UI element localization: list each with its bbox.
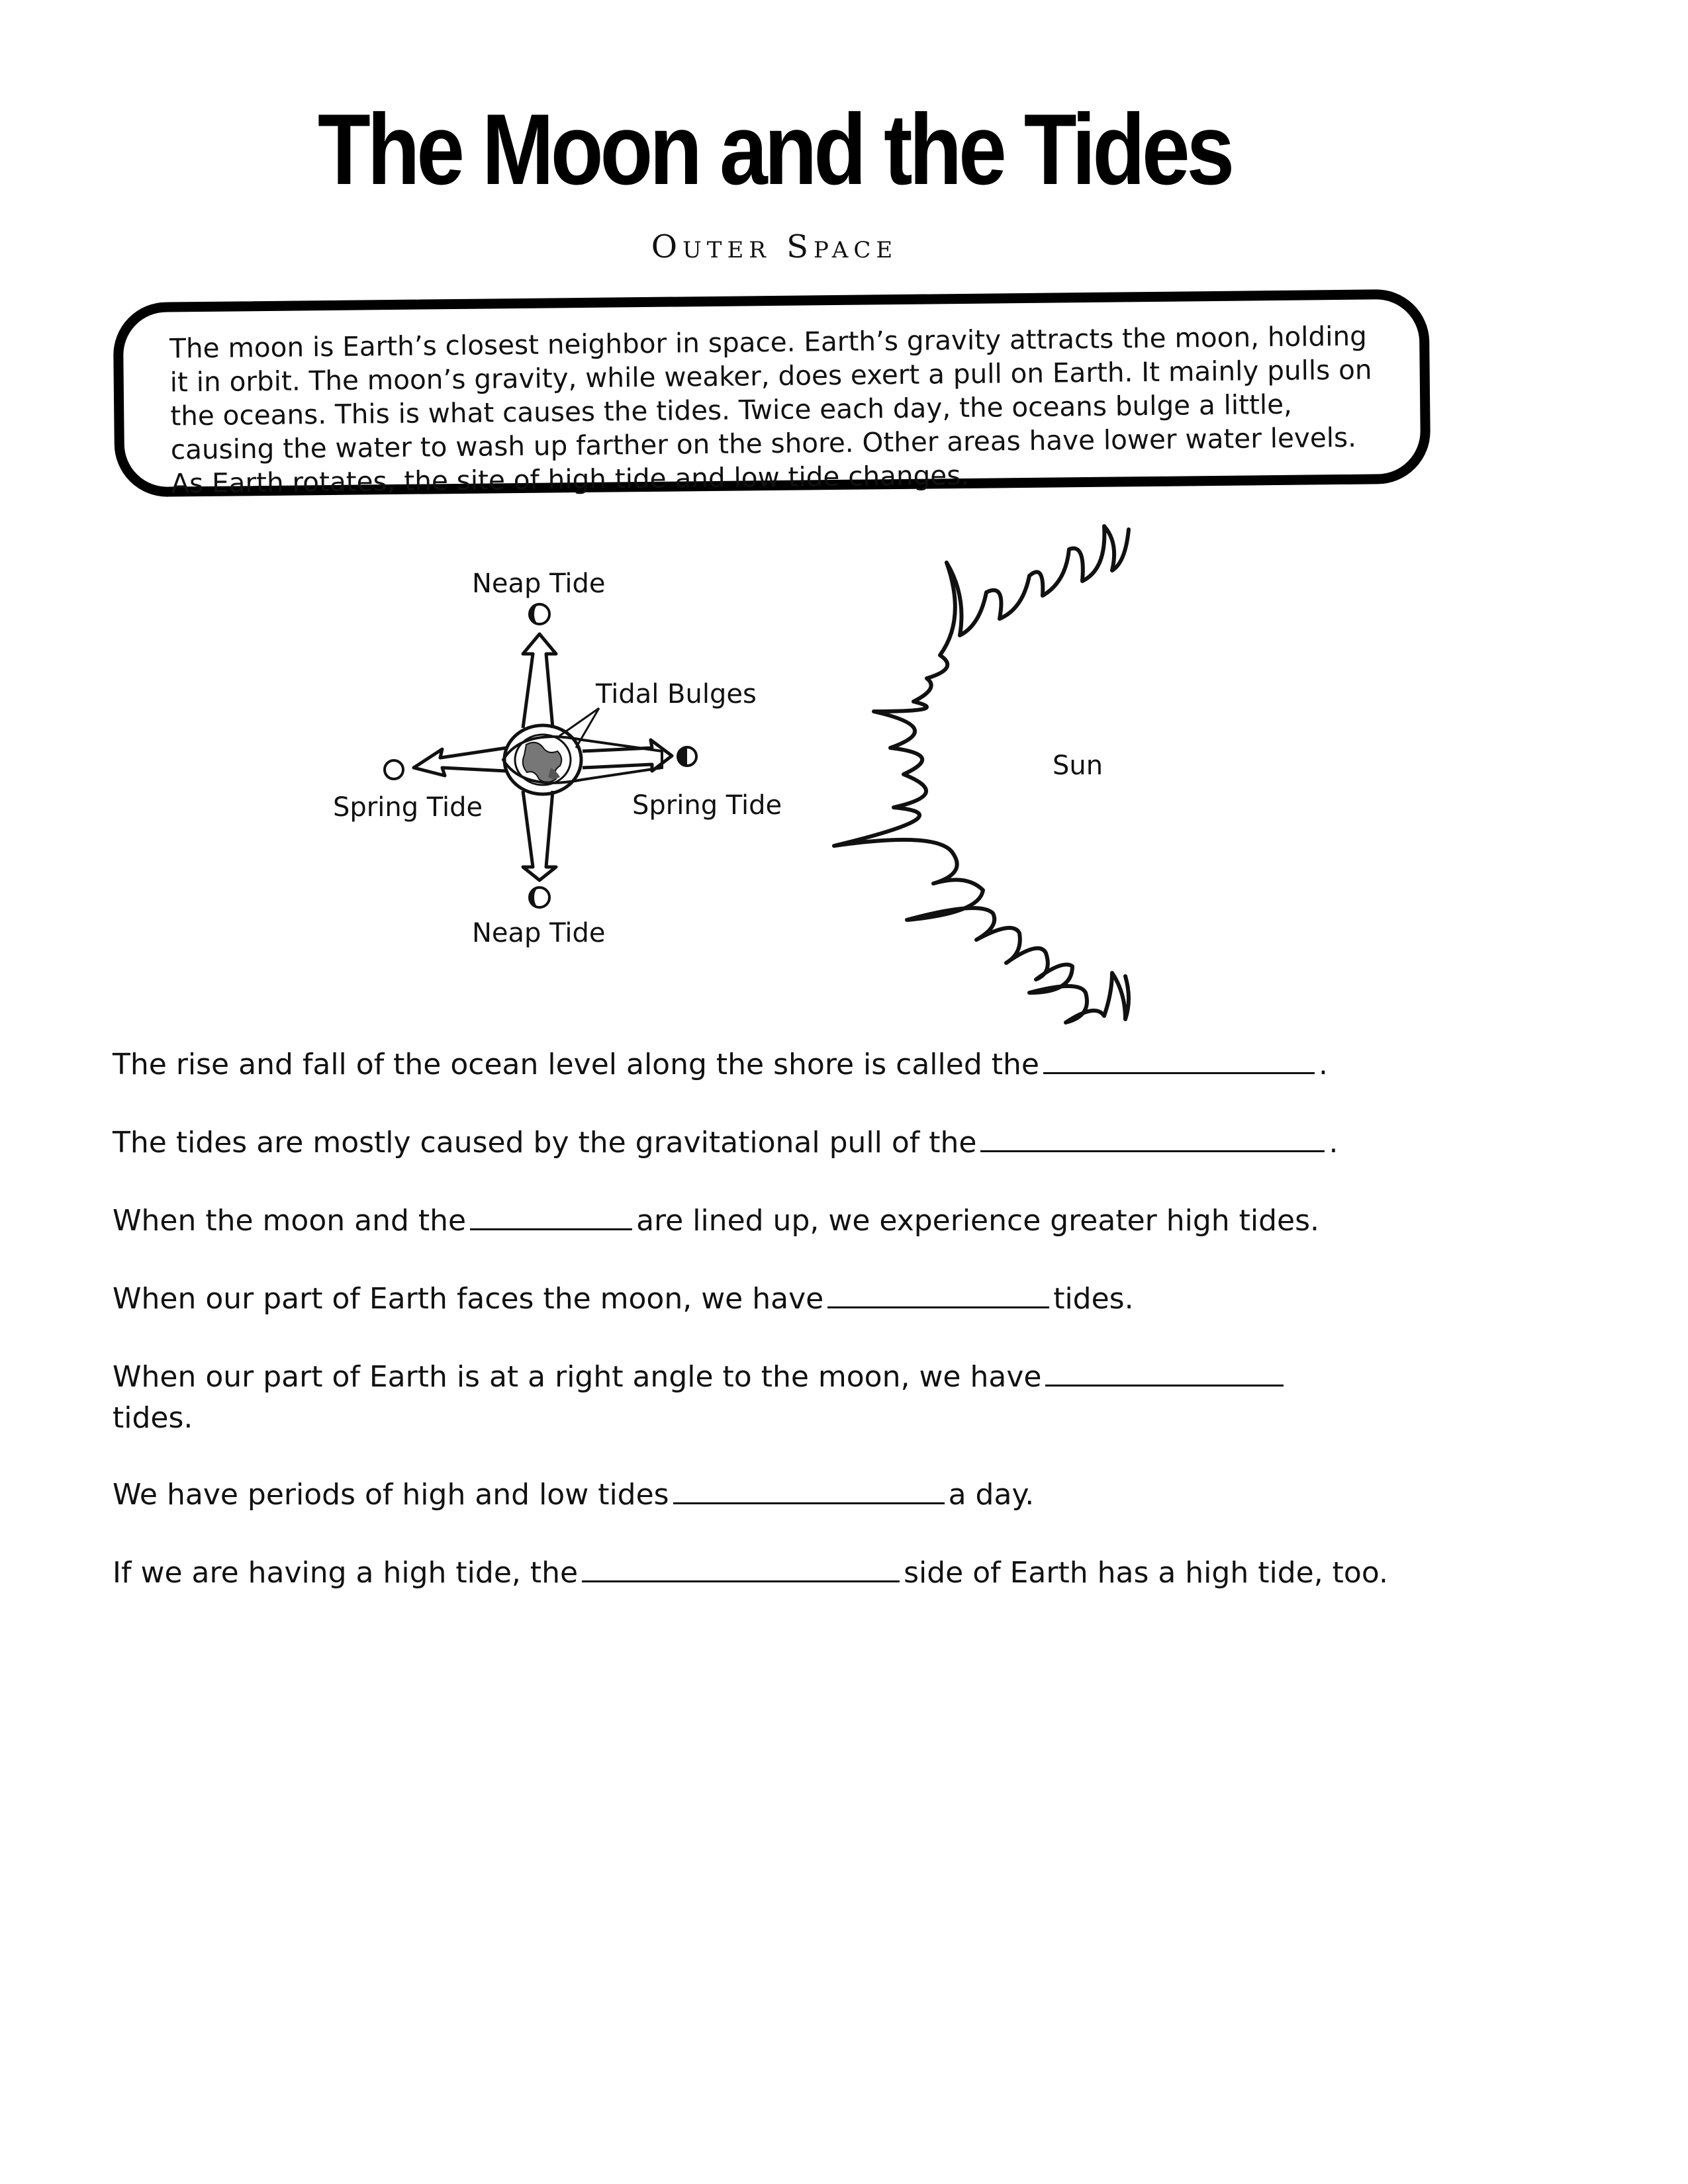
page-subtitle: Outer Space xyxy=(651,228,898,265)
question-6-text: We have periods of high and low tides xyxy=(113,1478,669,1512)
answer-blank[interactable] xyxy=(582,1554,900,1582)
answer-blank[interactable] xyxy=(1043,1046,1315,1074)
question-3-text: When the moon and the xyxy=(113,1204,467,1238)
question-5-end: tides. xyxy=(113,1401,193,1435)
moon-right-icon xyxy=(678,747,696,766)
question-1-end: . xyxy=(1318,1048,1328,1081)
question-2-text: The tides are mostly caused by the gravitational pull of the xyxy=(113,1126,977,1160)
question-1-text: The rise and fall of the ocean level along the shore is called the xyxy=(113,1048,1039,1081)
question-5 xyxy=(113,1357,1370,1439)
label-neap-bottom: Neap Tide xyxy=(472,918,606,948)
question-4-text: When our part of Earth faces the moon, we have xyxy=(113,1282,824,1316)
answer-blank[interactable] xyxy=(1045,1358,1284,1387)
question-7-text: If we are having a high tide, the xyxy=(113,1556,579,1590)
question-7-end: side of Earth has a high tide, too. xyxy=(904,1556,1388,1590)
moon-top-icon xyxy=(530,604,549,624)
question-3-end: are lined up, we experience greater high tides. xyxy=(636,1204,1320,1238)
question-2-end: . xyxy=(1329,1126,1338,1160)
label-neap-top: Neap Tide xyxy=(472,569,606,599)
question-4-end: tides. xyxy=(1053,1282,1134,1316)
question-2 xyxy=(113,1122,1436,1163)
answer-blank[interactable] xyxy=(827,1280,1049,1308)
question-7 xyxy=(113,1553,1410,1594)
earth-icon xyxy=(504,725,581,794)
question-1 xyxy=(113,1044,1436,1085)
question-4 xyxy=(113,1279,1436,1320)
label-sun: Sun xyxy=(1053,751,1103,781)
answer-blank[interactable] xyxy=(673,1476,945,1504)
answer-blank[interactable] xyxy=(980,1124,1325,1152)
label-spring-right: Spring Tide xyxy=(632,790,782,821)
question-5-text: When our part of Earth is at a right angle to the moon, we have xyxy=(113,1360,1042,1394)
intro-text: The moon is Earth’s closest neighbor in space. Earth’s gravity attracts the moon, holding it in orbit. The moon’s gravity, while weaker, does exert a pull on Earth. It mainly pulls on the oceans. This is what causes the tides. Twice each day, the oceans bulge a little, causing the water to wash up farther on the shore. Other areas have lower water levels. As Earth rotates, the site of high tide and low tide changes. xyxy=(169,320,1372,500)
label-spring-left: Spring Tide xyxy=(333,792,483,823)
question-6 xyxy=(113,1475,1436,1516)
moon-left-icon xyxy=(385,760,403,779)
answer-blank[interactable] xyxy=(470,1202,632,1230)
label-tidal-bulges: Tidal Bulges xyxy=(596,679,757,709)
moon-bottom-icon xyxy=(530,887,549,907)
question-3 xyxy=(113,1201,1436,1242)
question-6-end: a day. xyxy=(948,1478,1035,1512)
page-title: The Moon and the Tides xyxy=(317,93,1232,206)
tides-diagram xyxy=(0,0,1688,1059)
